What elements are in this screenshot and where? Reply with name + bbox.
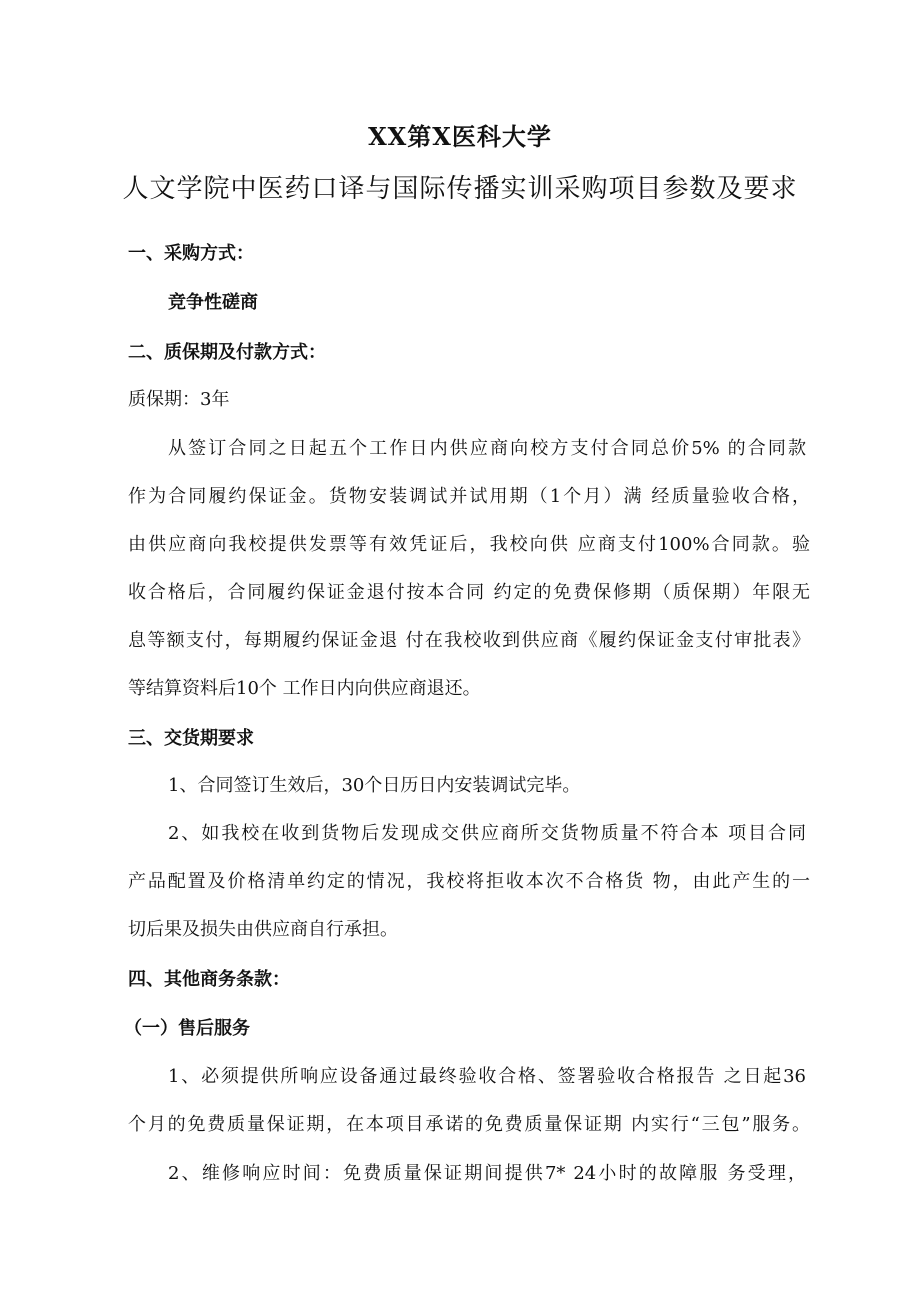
payment-line: 等结算资料后10个 工作日内向供应商退还。 xyxy=(128,678,481,699)
payment-line: 息等额支付，每期履约保证金退 付在我校收到供应商《履约保证金支付审批表》 xyxy=(128,630,810,651)
delivery-item-1: 1、合同签订生效后，30个日历日内安装调试完毕。 xyxy=(168,775,581,796)
delivery-item-2-line: 2、如我校在收到货物后发现成交供应商所交货物质量不符合本 项目合同 xyxy=(168,823,806,844)
document-title: 人文学院中医药口译与国际传播实训采购项目参数及要求 xyxy=(122,174,798,204)
payment-line: 作为合同履约保证金。货物安装调试并试用期（1个月）满 经质量验收合格， xyxy=(128,486,810,507)
warranty-period: 质保期：3年 xyxy=(128,389,230,410)
payment-line: 收合格后，合同履约保证金退付按本合同 约定的免费保修期（质保期）年限无 xyxy=(128,582,810,603)
section4-heading: 四、其他商务条款： xyxy=(128,969,290,990)
delivery-item-2-line: 切后果及损失由供应商自行承担。 xyxy=(128,919,398,940)
section3-heading: 三、交货期要求 xyxy=(128,728,254,749)
after-sales-item-1-line: 个月的免费质量保证期，在本项目承诺的免费质量保证期 内实行“三包”服务。 xyxy=(128,1114,810,1135)
payment-line: 从签订合同之日起五个工作日内供应商向校方支付合同总价5% 的合同款 xyxy=(168,438,806,459)
section2-heading: 二、质保期及付款方式： xyxy=(128,342,326,363)
procurement-method: 竞争性磋商 xyxy=(168,292,258,313)
delivery-item-2-line: 产品配置及价格清单约定的情况，我校将拒收本次不合格货 物，由此产生的一 xyxy=(128,871,810,892)
after-sales-heading: （一）售后服务 xyxy=(124,1018,250,1039)
payment-line: 由供应商向我校提供发票等有效凭证后，我校向供 应商支付100%合同款。验 xyxy=(128,534,810,555)
section1-heading: 一、采购方式： xyxy=(128,243,254,264)
after-sales-item-2-line: 2、维修响应时间：免费质量保证期间提供7* 24小时的故障服 务受理， xyxy=(168,1163,806,1184)
university-title: XX第X医科大学 xyxy=(368,122,552,151)
after-sales-item-1-line: 1、必须提供所响应设备通过最终验收合格、签署验收合格报告 之日起36 xyxy=(168,1066,806,1087)
